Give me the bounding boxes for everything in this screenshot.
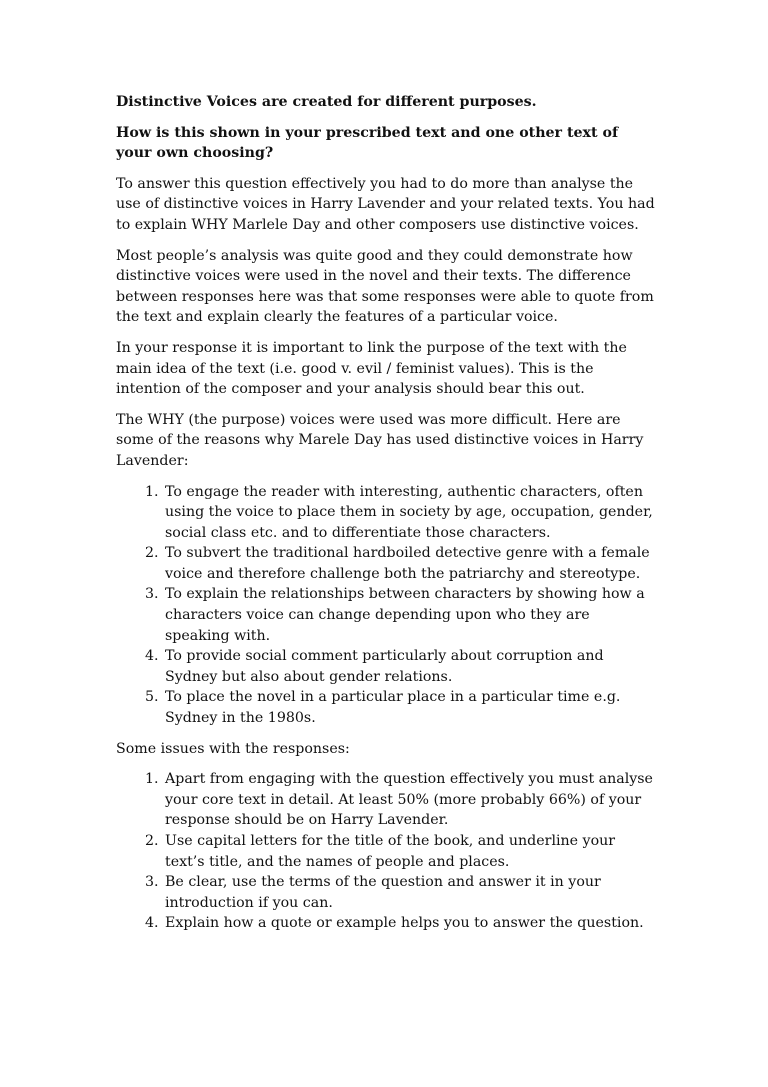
paragraph: The WHY (the purpose) voices were used was more difficult. Here are some of the reasons why Marele Day has used distinctive voices in Harry Lavender: <box>116 411 644 469</box>
list-item: 3. Be clear, use the terms of the question and answer it in your introduction if you can. <box>163 872 656 913</box>
list-item: 1. To engage the reader with interesting, authentic characters, often using the voice to place them in society by age, occupation, gender, social class etc. and to differentiate those characters. <box>163 482 656 544</box>
issues-list <box>116 769 656 934</box>
list-item: 2. To subvert the traditional hardboiled detective genre with a female voice and therefore challenge both the patriarchy and stereotype. <box>163 543 656 584</box>
essay-question: How is this shown in your prescribed text and one other text of your own choosing? <box>116 124 619 162</box>
list-item: 4. To provide social comment particularly about corruption and Sydney but also about gender relations. <box>163 646 656 687</box>
paragraph: To answer this question effectively you had to do more than analyse the use of distinctive voices in Harry Lavender and your related texts. You had to explain WHY Marlele Day and other composers use distinctive voices. <box>116 175 655 233</box>
document-title: Distinctive Voices are created for different purposes. <box>116 94 537 110</box>
paragraph: In your response it is important to link the purpose of the text with the main idea of the text (i.e. good v. evil / feminist values). This is the intention of the composer and your analysis should bear this out. <box>116 339 627 398</box>
list-item: 4. Explain how a quote or example helps you to answer the question. <box>163 913 656 934</box>
reasons-list <box>116 482 656 729</box>
list-item: 1. Apart from engaging with the question effectively you must analyse your core text in detail. At least 50% (more probably 66%) of your response should be on Harry Lavender. <box>163 769 656 831</box>
list-item: 3. To explain the relationships between characters by showing how a characters voice can change depending upon who they are speaking with. <box>163 584 656 646</box>
issues-intro: Some issues with the responses: <box>116 740 350 757</box>
list-item: 5. To place the novel in a particular place in a particular time e.g. Sydney in the 1980s. <box>163 687 656 728</box>
list-item: 2. Use capital letters for the title of the book, and underline your text’s title, and the names of people and places. <box>163 831 656 872</box>
paragraph: Most people’s analysis was quite good and they could demonstrate how distinctive voices were used in the novel and their texts. The difference between responses here was that some responses were able to quote from the text and explain clearly the features of a particular voice. <box>116 247 654 326</box>
